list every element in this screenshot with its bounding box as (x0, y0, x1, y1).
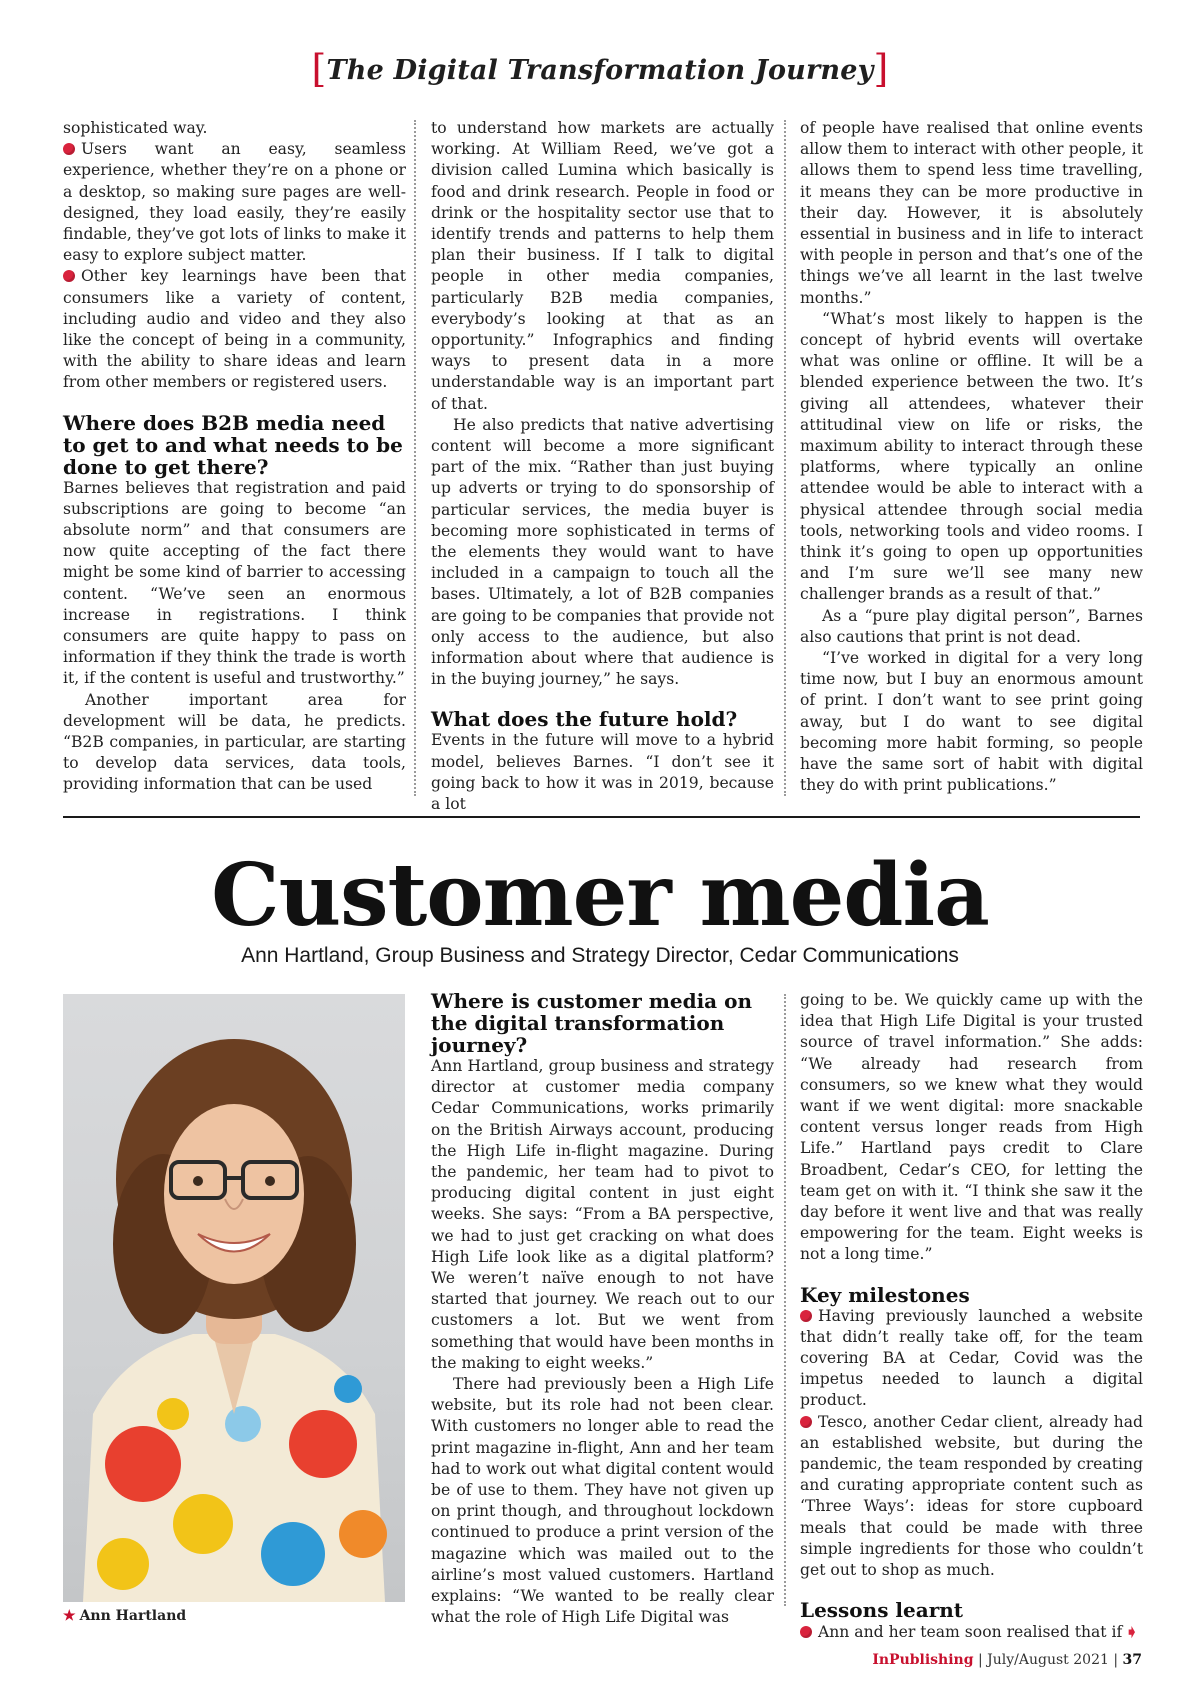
footer-separator: | (1113, 1652, 1119, 1668)
portrait-photo (63, 994, 405, 1602)
bottom-column-3 (800, 990, 1143, 1643)
photo-caption: ★ Ann Hartland (63, 1608, 187, 1624)
red-bullet-icon (63, 270, 75, 282)
section-divider (63, 816, 1140, 818)
bullet-item: Ann and her team soon realised that if ➧ (800, 1621, 1143, 1643)
paragraph: He also predicts that native advertising content will become a more significant part of the mix. “Rather than just buying up adverts or trying to do sponsorship of particular services, the media buyer is becoming more sophisticated in terms of the elements they would want to have included in a campaign to touch all the bases. Ultimately, a lot of B2B companies are going to be companies that provide not only access to the audience, but also information about where that audience is in the buying journey,” he says. (431, 415, 774, 689)
page-number: 37 (1122, 1652, 1142, 1668)
continue-arrow-icon: ➧ (1125, 1622, 1139, 1642)
footer-issue: July/August 2021 (987, 1652, 1109, 1668)
subheading: Key milestones (800, 1282, 970, 1307)
paragraph: “What’s most likely to happen is the concept of hybrid events will overtake what was online or offline. It will be a blended experience between the two. It’s giving all attendees, whatever their attitudinal view on life or risks, the maximum ability to interact through these platforms, where typically an online attendee would be able to interact with a physical attendee through social media tools, networking tools and video rooms. I think it’s going to open up opportunities and I’m sure we’ll see many new challenger brands as a result of that.” (800, 309, 1143, 604)
footer-brand-in: In (872, 1652, 890, 1668)
column-divider (414, 120, 416, 796)
section-byline: Ann Hartland, Group Business and Strategy Director, Cedar Communications (241, 944, 959, 967)
paragraph: sophisticated way. (63, 119, 208, 137)
subheading: Where is customer media on the digital transformation journey? (431, 989, 752, 1057)
red-bullet-icon (63, 143, 75, 155)
subheading: Lessons learnt (800, 1598, 964, 1623)
page-footer (872, 1652, 1142, 1668)
top-column-3 (800, 118, 1143, 797)
paragraph: Barnes believes that registration and paid subscriptions are going to become “an absolute norm” and that consumers are now quite accepting of the fact there might be some kind of barrier to accessing content. “We’ve seen an enormous increase in registrations. I think consumers are quite happy to pass on information if they think the trade is worth it, if the content is useful and trustworthy.” (63, 478, 406, 688)
section-title: Customer media (211, 845, 989, 946)
running-header: [The Digital Transformation Journey] (311, 47, 889, 91)
bullet-item: Other key learnings have been that consumers like a variety of content, including audio and video and they also like the concept of being in a community, with the ability to share ideas and learn from other members or registered users. (63, 267, 406, 392)
bullet-item: Tesco, another Cedar client, already had an established website, but during the pandemic, the team responded by creating and curating appropriate content such as ‘Three Ways’: ideas for store cupboard meals that could be made with three simple ingredients for those who couldn’t get out to shop as much. (800, 1412, 1143, 1580)
red-bullet-icon (800, 1626, 812, 1638)
subheading: Where does B2B media need to get to and what needs to be done to get there? (63, 410, 403, 479)
star-icon: ★ (63, 1608, 76, 1624)
subheading: What does the future hold? (431, 707, 738, 732)
column-divider (784, 120, 786, 796)
bottom-column-2 (431, 990, 774, 1628)
paragraph: Another important area for development will be data, he predicts. “B2B companies, in particular, are starting to develop data services, data tools, providing information that can be used (63, 690, 406, 794)
red-bullet-icon (800, 1310, 812, 1322)
column-divider (784, 994, 786, 1606)
paragraph: Ann Hartland, group business and strategy director at customer media company Cedar Communications, works primarily on the British Airways account, producing the High Life in-flight magazine. During the pandemic, her team had to pivot to producing digital content in just eight weeks. She says: “From a BA perspective, we had to just get cracking on what does High Life look like as a digital platform? We weren’t naïve enough to not have started that journey. We reach out to our customers a lot. But we went from something that would have been months in the making to eight weeks.” (431, 1057, 774, 1372)
paragraph: “I’ve worked in digital for a very long time now, but I buy an enormous amount of print. I don’t want to see print going away, but I do want to see digital becoming more habit forming, so people have the same sort of habit with digital they do with print publications.” (800, 649, 1143, 795)
top-column-1 (63, 118, 406, 796)
paragraph: Events in the future will move to a hybrid model, believes Barnes. “I don’t see it going back to how it was in 2019, because a lot (431, 731, 774, 814)
paragraph: There had previously been a High Life website, but its role had not been clear. With customers no longer able to read the print magazine in-flight, Ann and her team had to work out what digital content would be of use to them. They have not given up on print though, and throughout lockdown continued to produce a print version of the magazine which was mailed out to the airline’s most valued customers. Hartland explains: “We wanted to be really clear what the role of High Life Digital was (431, 1375, 774, 1627)
footer-brand-publishing: Publishing (889, 1652, 974, 1668)
red-bullet-icon (800, 1416, 812, 1428)
paragraph: to understand how markets are actually working. At William Reed, we’ve got a division called Lumina which basically is food and drink research. People in food or drink or the hospitality sector use that to identify trends and patterns to help them plan their business. If I talk to digital people in other media companies, particularly B2B media companies, everybody’s looking at that as an opportunity.” Infographics and finding ways to present data in a more understandable way is an important part of that. (431, 119, 774, 413)
paragraph: going to be. We quickly came up with the idea that High Life Digital is your trusted source of travel information.” She adds: “We already had research from consumers, so we knew what they would want if we went digital: more snackable content versus longer reads from High Life.” Hartland pays credit to Clare Broadbent, Cedar’s CEO, for letting the team get on with it. “I think she saw it the day before it went live and that was really empowering for the team. Eight weeks is not a long time.” (800, 991, 1143, 1264)
paragraph: of people have realised that online events allow them to interact with other people, it allows them to spend less time travelling, it means they can be more productive in their day. However, it is absolutely essential in business and in life to interact with people in person and that’s one of the things we’ve all learnt in the last twelve months.” (800, 119, 1143, 307)
running-header-title: The Digital Transformation Journey (326, 55, 874, 86)
portrait-illustration (63, 994, 405, 1602)
footer-separator: | (977, 1652, 983, 1668)
bullet-item: Having previously launched a website that didn’t really take off, for the team covering BA at Cedar, Covid was the impetus needed to launch a digital product. (800, 1306, 1143, 1410)
bullet-item: Users want an easy, seamless experience, whether they’re on a phone or a desktop, so making sure pages are well-designed, they load easily, they’re easily findable, they’ve got lots of links to make it easy to explore subject matter. (63, 140, 406, 265)
top-column-2 (431, 118, 774, 815)
paragraph: As a “pure play digital person”, Barnes also cautions that print is not dead. (800, 606, 1143, 646)
